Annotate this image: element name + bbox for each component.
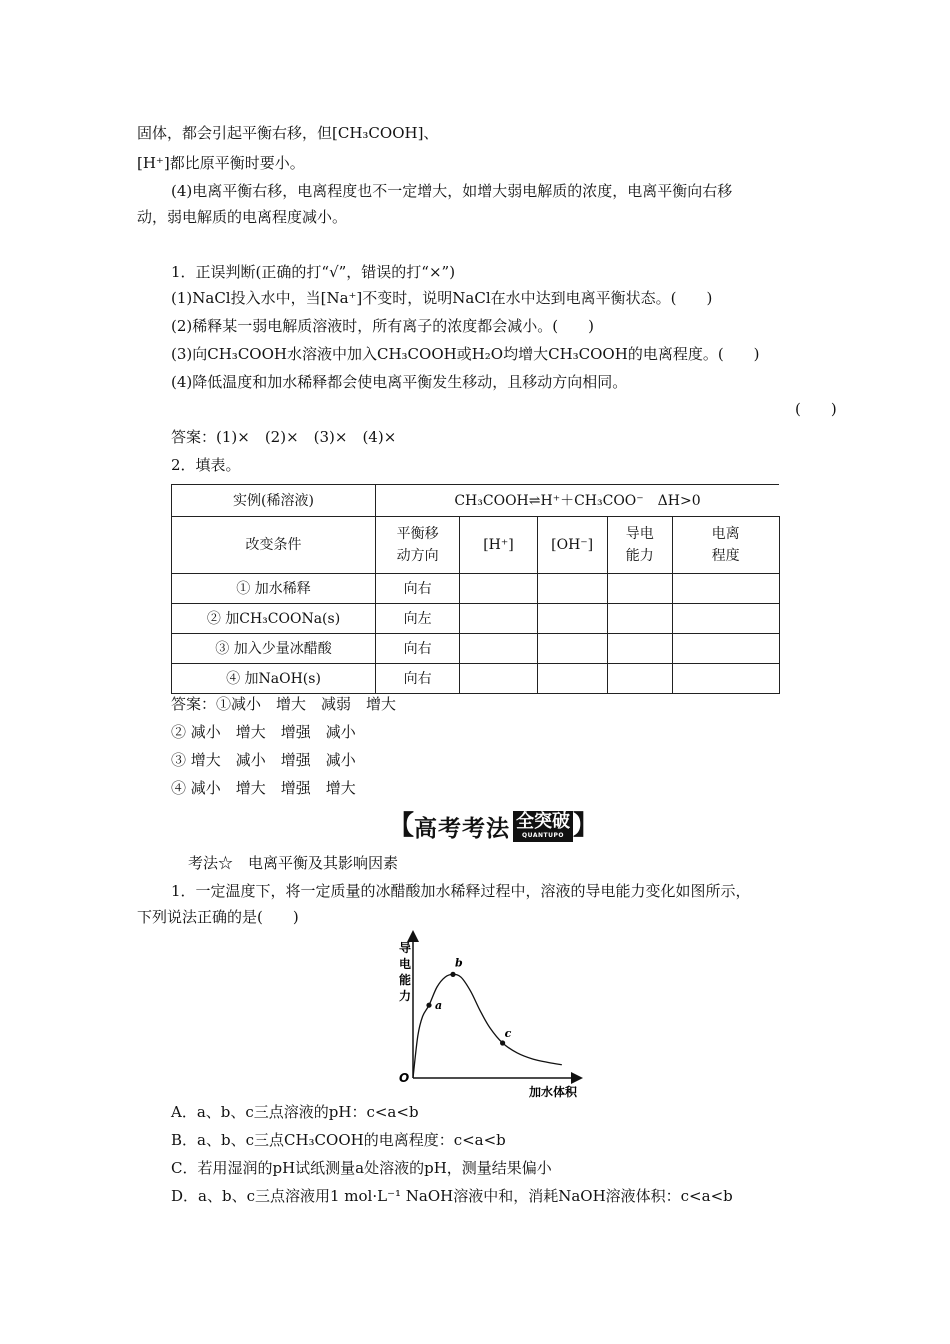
table-row: [172, 574, 780, 604]
data-points: [426, 956, 511, 1045]
table-cell-shift: 向左: [376, 604, 460, 634]
table-row: [172, 664, 780, 694]
table-col-degree: 电离 程度: [672, 517, 779, 574]
table-cell-empty: [460, 664, 537, 694]
table-col-condition: 改变条件: [172, 517, 376, 574]
table-cell-empty: [537, 604, 607, 634]
intro-line-1: 固体，都会引起平衡右移，但[CH₃COOH]、: [137, 124, 439, 142]
section-banner: [388, 808, 599, 844]
table-row: [172, 634, 780, 664]
q1-trailing-paren: ( ): [795, 400, 837, 418]
point-a: [426, 1003, 431, 1008]
point-label-b: b: [455, 956, 463, 970]
table-cell-empty: [607, 574, 672, 604]
table-cell-empty: [607, 604, 672, 634]
table-col-shift: 平衡移 动方向: [376, 517, 460, 574]
q2-answer-4: ④ 减小 增大 增强 增大: [171, 779, 356, 797]
y-label-4: 力: [399, 989, 412, 1003]
q2-answer-1: 答案：①减小 增大 减弱 增大: [171, 695, 397, 713]
q1-answer: 答案：(1)× (2)× (3)× (4)×: [171, 428, 397, 446]
point-label-a: a: [435, 999, 443, 1013]
table-cell-empty: [460, 634, 537, 664]
q2-title: 2．填表。: [171, 456, 241, 474]
table-equation: CH₃COOH⇌H⁺＋CH₃COO⁻ ΔH>0: [376, 485, 780, 517]
q2-answer-2: ② 减小 增大 增强 减小: [171, 723, 356, 741]
banner-left-bracket: 【: [388, 811, 415, 841]
table-cell-empty: [672, 574, 779, 604]
origin-label: O: [399, 1071, 410, 1085]
table-cell-empty: [460, 574, 537, 604]
banner-title: 高考考法: [414, 815, 511, 842]
banner-badge: [513, 811, 573, 842]
option-a: A．a、b、c三点溶液的pH：c<a<b: [171, 1103, 419, 1121]
table-cell-condition: ① 加水稀释: [172, 574, 376, 604]
q1-title: 1．正误判断(正确的打“√”，错误的打“×”): [171, 263, 456, 281]
option-b: B．a、b、c三点CH₃COOH的电离程度：c<a<b: [171, 1131, 506, 1149]
banner-right-bracket: 】: [573, 811, 600, 841]
x-axis-label: 加水体积: [529, 1085, 578, 1098]
option-d: D．a、b、c三点溶液用1 mol·L⁻¹ NaOH溶液中和，消耗NaOH溶液体积：c<a<b: [171, 1187, 733, 1205]
table-cell-shift: 向右: [376, 574, 460, 604]
table-cell-shift: 向右: [376, 634, 460, 664]
table-cell-empty: [537, 664, 607, 694]
method-question-a: 1．一定温度下，将一定质量的冰醋酸加水稀释过程中，溶液的导电能力变化如图所示，: [171, 882, 751, 900]
q1-item-3: (3)向CH₃COOH水溶液中加入CH₃COOH或H₂O均增大CH₃COOH的电离程度。( ): [171, 345, 760, 363]
table-cell-empty: [607, 634, 672, 664]
table-cell-empty: [460, 604, 537, 634]
method-title: 考法☆ 电离平衡及其影响因素: [188, 854, 399, 872]
conductivity-chart: [385, 930, 585, 1098]
point-label-c: c: [504, 1027, 512, 1040]
point-c: [500, 1040, 505, 1045]
table-header-left: 实例(稀溶液): [172, 485, 376, 517]
q1-item-4: (4)降低温度和加水稀释都会使电离平衡发生移动，且移动方向相同。: [171, 373, 628, 391]
y-label-2: 电: [399, 957, 412, 971]
table-cell-condition: ④ 加NaOH(s): [172, 664, 376, 694]
intro-point4-b: 动，弱电解质的电离程度减小。: [137, 208, 348, 226]
table-cell-shift: 向右: [376, 664, 460, 694]
table-cell-empty: [672, 664, 779, 694]
point-b: [450, 972, 455, 977]
intro-point4-a: (4)电离平衡右移，电离程度也不一定增大，如增大弱电解质的浓度，电离平衡向右移: [171, 182, 733, 200]
table-cell-condition: ③ 加入少量冰醋酸: [172, 634, 376, 664]
table-cell-empty: [537, 634, 607, 664]
table-cell-empty: [672, 604, 779, 634]
q1-item-2: (2)稀释某一弱电解质溶液时，所有离子的浓度都会减小。( ): [171, 317, 594, 335]
banner-badge-text: 全突破: [516, 810, 571, 832]
table-cell-empty: [672, 634, 779, 664]
option-c: C．若用湿润的pH试纸测量a处溶液的pH，测量结果偏小: [171, 1159, 552, 1177]
table-col-conductivity: 导电 能力: [607, 517, 672, 574]
table-cell-empty: [537, 574, 607, 604]
banner-badge-sub: QUANTUPO: [522, 831, 564, 839]
table-row: [172, 604, 780, 634]
table-cell-empty: [607, 664, 672, 694]
table-col-h: [H⁺]: [460, 517, 537, 574]
fill-table: [171, 484, 780, 694]
method-question-b: 下列说法正确的是( ): [137, 908, 299, 926]
intro-line-2: [H⁺]都比原平衡时要小。: [137, 154, 305, 172]
table-col-oh: [OH⁻]: [537, 517, 607, 574]
table-cell-condition: ② 加CH₃COONa(s): [172, 604, 376, 634]
y-label-1: 导: [399, 941, 412, 955]
q1-item-1: (1)NaCl投入水中，当[Na⁺]不变时，说明NaCl在水中达到电离平衡状态。( ): [171, 289, 713, 307]
conductivity-curve: [413, 974, 562, 1078]
y-label-3: 能: [399, 973, 412, 987]
q2-answer-3: ③ 增大 减小 增强 减小: [171, 751, 356, 769]
